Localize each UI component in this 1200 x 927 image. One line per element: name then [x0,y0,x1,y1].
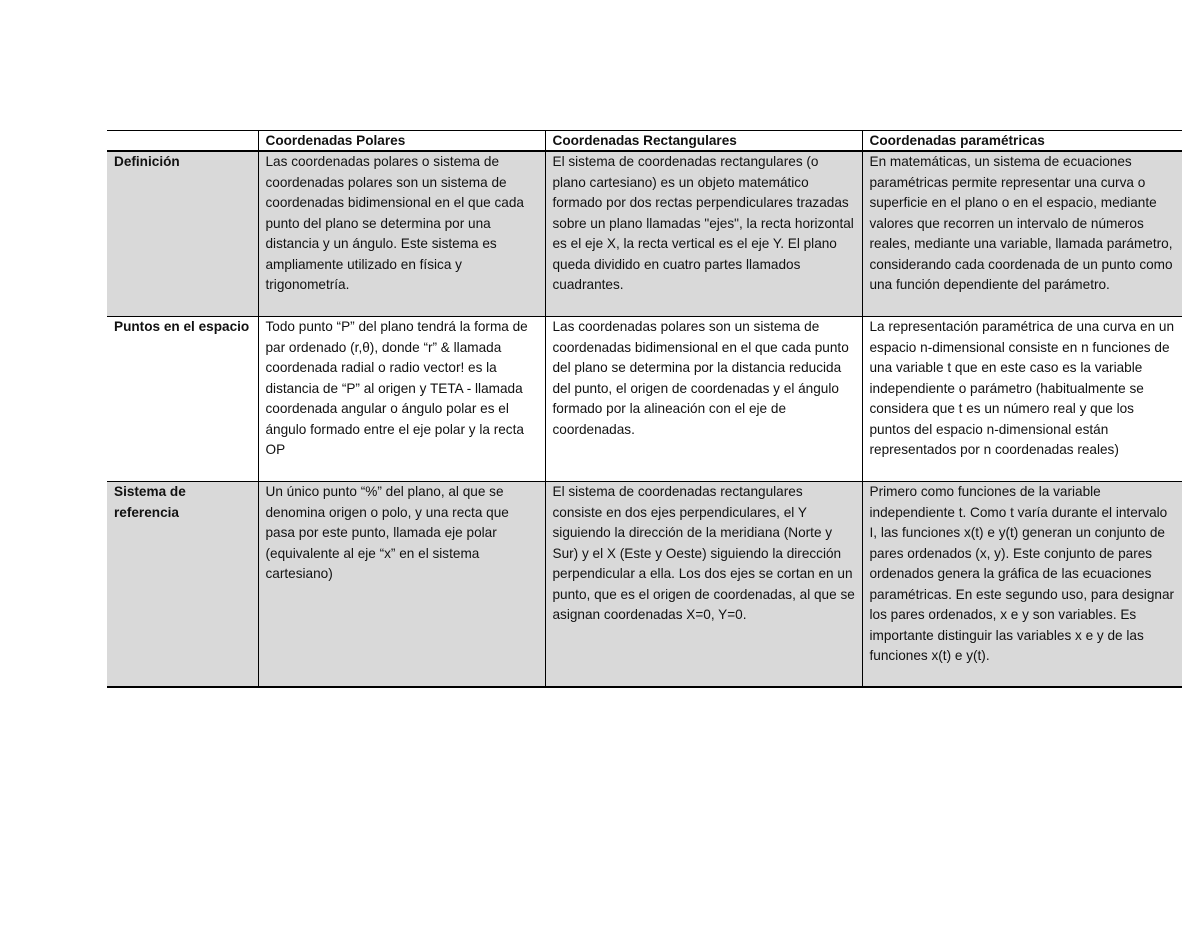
table-row-definicion [107,151,1182,317]
cell-parametricas: En matemáticas, un sistema de ecuaciones paramétricas permite representar una curva o superficie en el plano o en el espacio, mediante valores que recorren un intervalo de números reales, mediante una variable, llamada parámetro, considerando cada coordenada de un punto como una función dependiente del parámetro. [862,151,1182,317]
table-header-row [107,131,1182,152]
row-label: Puntos en el espacio [107,317,258,482]
cell-rectangulares: Las coordenadas polares son un sistema de coordenadas bidimensional en el que cada punto del plano se determina por la distancia reducida del punto, el origen de coordenadas y el ángulo formado por la alineación con el eje de coordenadas. [545,317,862,482]
cell-polares: Las coordenadas polares o sistema de coordenadas polares son un sistema de coordenadas bidimensional en el que cada punto del plano se determina por una distancia y un ángulo. Este sistema es ampliamente utilizado en física y trigonometría. [258,151,545,317]
row-label: Definición [107,151,258,317]
cell-rectangulares: El sistema de coordenadas rectangulares (o plano cartesiano) es un objeto matemático formado por dos rectas perpendiculares trazadas sobre un plano llamadas "ejes", la recta horizontal es el eje X, la recta vertical es el eje Y. El plano queda dividido en cuatro partes llamados cuadrantes. [545,151,862,317]
header-polares: Coordenadas Polares [258,131,545,152]
row-label: Sistema de referencia [107,482,258,688]
cell-polares: Todo punto “P” del plano tendrá la forma de par ordenado (r,θ), donde “r” & llamada coordenada radial o radio vector! es la distancia de “P” al origen y TETA - llamada coordenada angular o ángulo polar es el ángulo formado entre el eje polar y la recta OP [258,317,545,482]
comparison-table [107,130,1182,688]
cell-parametricas: La representación paramétrica de una curva en un espacio n-dimensional consiste en n funciones de una variable t que en este caso es la variable independiente o parámetro (habitualmente se considera que t es un número real y que los puntos del espacio n-dimensional están representados por n coordenadas reales) [862,317,1182,482]
cell-polares: Un único punto “%” del plano, al que se denomina origen o polo, y una recta que pasa por este punto, llamada eje polar (equivalente al eje “x” en el sistema cartesiano) [258,482,545,688]
header-rectangulares: Coordenadas Rectangulares [545,131,862,152]
cell-rectangulares: El sistema de coordenadas rectangulares consiste en dos ejes perpendiculares, el Y siguiendo la dirección de la meridiana (Norte y Sur) y el X (Este y Oeste) siguiendo la dirección perpendicular a ella. Los dos ejes se cortan en un punto, que es el origen de coordenadas, al que se asignan coordenadas X=0, Y=0. [545,482,862,688]
table-row-sistema [107,482,1182,688]
header-corner-cell [107,131,258,152]
header-parametricas: Coordenadas paramétricas [862,131,1182,152]
cell-parametricas: Primero como funciones de la variable independiente t. Como t varía durante el intervalo I, las funciones x(t) e y(t) generan un conjunto de pares ordenados (x, y). Este conjunto de pares ordenados genera la gráfica de las ecuaciones paramétricas. En este segundo uso, para designar los pares ordenados, x e y son variables. Es importante distinguir las variables x e y de las funciones x(t) e y(t). [862,482,1182,688]
table-row-puntos [107,317,1182,482]
